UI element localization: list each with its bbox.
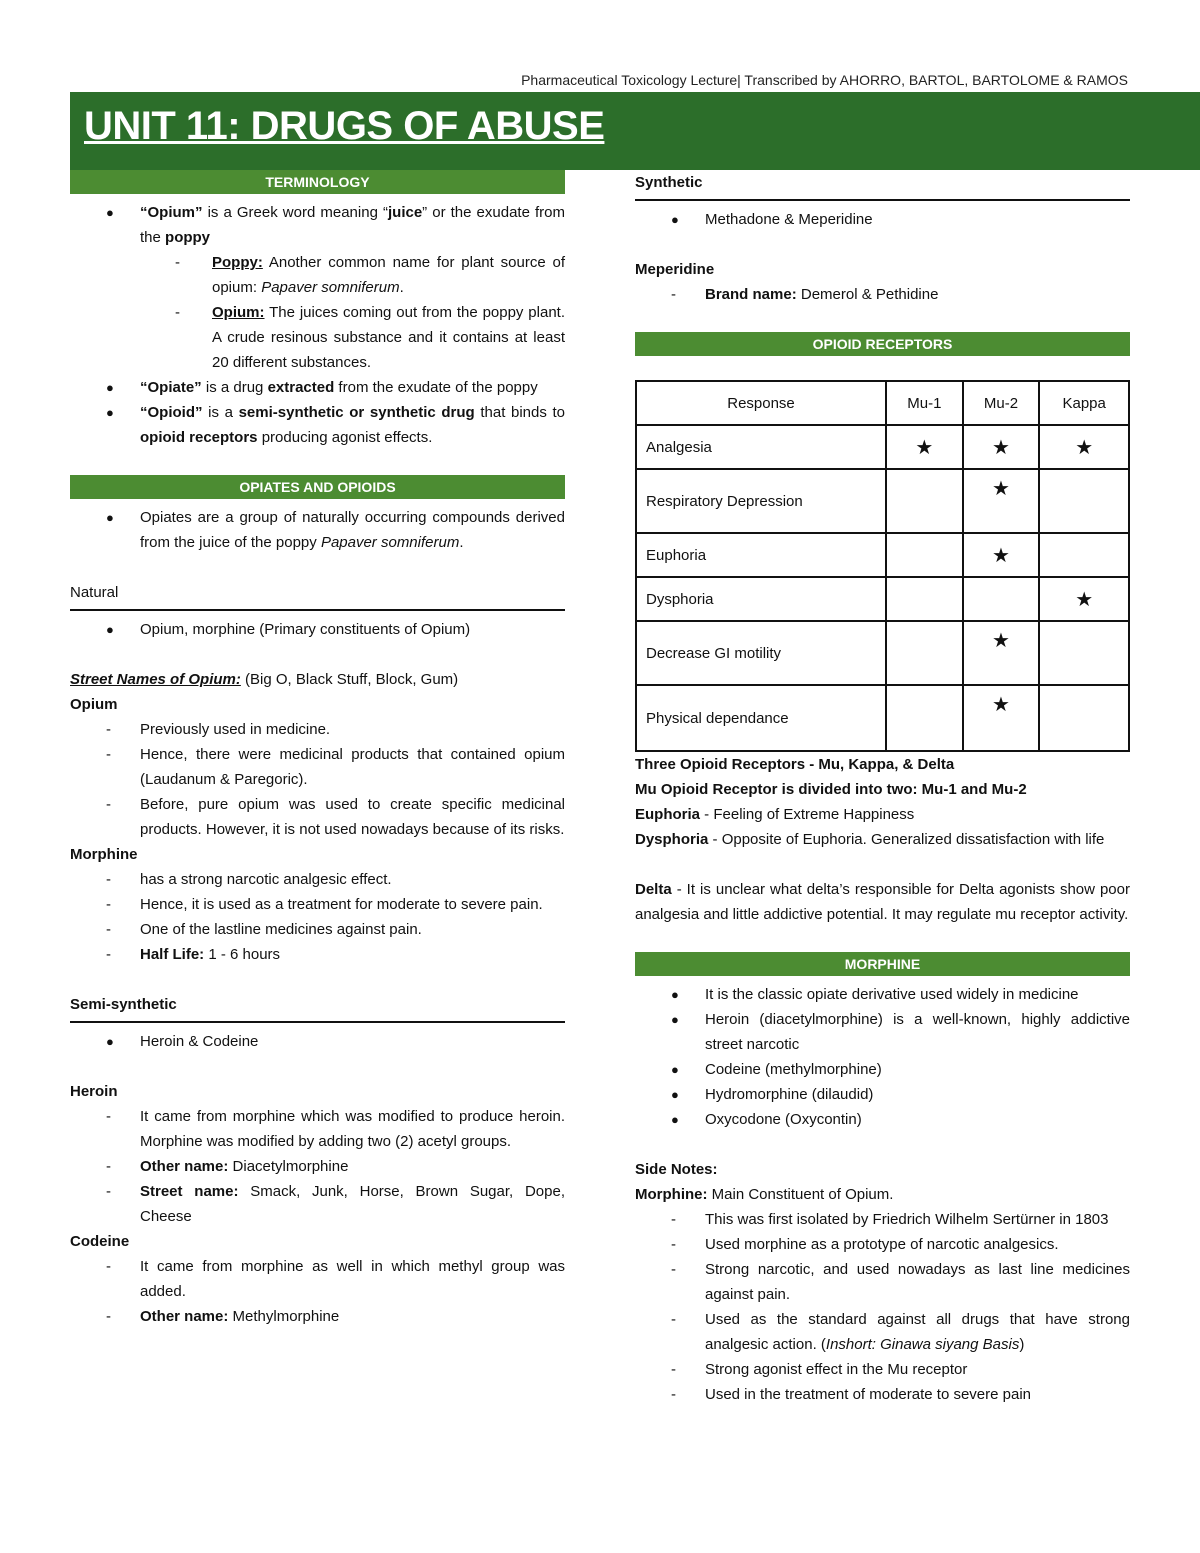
row-label: Decrease GI motility: [636, 621, 886, 685]
text: Another common name for plant source of opium:: [212, 254, 565, 296]
list-item: - This was first isolated by Friedrich Wilhelm Sertürner in 1803: [671, 1211, 1109, 1228]
text: Oxycodone (Oxycontin): [705, 1111, 862, 1128]
text: Heroin (diacetylmorphine) is a well-known, highly addictive street narcotic: [705, 1011, 1130, 1053]
label-morphine: Morphine:: [635, 1186, 708, 1203]
table-row: [636, 685, 1129, 751]
table-cell: [886, 533, 963, 577]
label-poppy: Poppy:: [212, 254, 263, 271]
table-row: [636, 621, 1129, 685]
label-dysphoria: Dysphoria: [635, 831, 709, 848]
text: Hence, there were medicinal products that contained opium (Laudanum & Paregoric).: [140, 746, 565, 788]
street-names: [70, 667, 565, 692]
list-item: - One of the lastline medicines against pain.: [106, 921, 422, 938]
star-icon: ★: [963, 621, 1040, 685]
list-item: ● “Opioid” is a semi-synthetic or synthetic drug that binds to opioid receptors producing agonist effects.: [106, 404, 565, 446]
list-item: ● Heroin & Codeine: [106, 1033, 259, 1050]
column-header: Mu-1: [886, 381, 963, 425]
section-heading-morphine: MORPHINE: [635, 952, 1130, 976]
table-cell: [963, 577, 1040, 621]
term-extracted: extracted: [267, 379, 335, 396]
text: (Big O, Black Stuff, Block, Gum): [240, 671, 459, 688]
list-item: ● Methadone & Meperidine: [671, 211, 873, 228]
list-item: ● It is the classic opiate derivative used widely in medicine: [671, 986, 1079, 1003]
term-poppy: poppy: [165, 229, 211, 246]
text: Methadone & Meperidine: [705, 211, 873, 228]
list-item: - Before, pure opium was used to create specific medicinal products. However, it is not used nowadays because of its risks.: [106, 796, 565, 838]
list-item: ● “Opium” is a Greek word meaning “juice” or the exudate from the poppy: [106, 204, 566, 246]
label-street-names: Street Names of Opium:: [70, 671, 241, 688]
text: Before, pure opium was used to create specific medicinal products. However, it is not used nowadays because of its risks.: [140, 796, 565, 838]
receptor-table: [635, 380, 1130, 752]
row-label: Dysphoria: [636, 577, 886, 621]
text: The juices coming out from the poppy plant. A crude resinous substance and it contains at least 20 different substances.: [212, 304, 565, 371]
text: is a drug: [201, 379, 268, 396]
note-euphoria: [635, 802, 1130, 827]
label-brand-name: Brand name:: [705, 286, 797, 303]
section-heading-opiates: OPIATES AND OPIOIDS: [70, 475, 565, 499]
right-column: [635, 170, 1130, 1407]
star-icon: ★: [1039, 577, 1129, 621]
text: Opium, morphine (Primary constituents of Opium): [140, 621, 471, 638]
text: Mu Opioid Receptor is divided into two:: [635, 781, 918, 798]
species-name: Papaver somniferum: [320, 534, 460, 551]
row-label: Analgesia: [636, 425, 886, 469]
subheading-opium: Opium: [70, 696, 118, 713]
text: is a: [202, 404, 239, 421]
table-cell: [886, 469, 963, 533]
text: Strong agonist effect in the Mu receptor: [705, 1361, 968, 1378]
text: ” or the exudate from the: [140, 204, 566, 246]
text: .: [459, 534, 464, 551]
text: Used in the treatment of moderate to severe pain: [705, 1386, 1032, 1403]
term-semi-synthetic: semi-synthetic or synthetic drug: [238, 404, 475, 421]
list-item: - Used as the standard against all drugs that have strong analgesic action. (Inshort: Ginawa siyang Basis): [671, 1311, 1130, 1353]
term-opium: “Opium”: [140, 204, 203, 221]
text: It came from morphine which was modified to produce heroin. Morphine was modified by adding two (2) acetyl groups.: [140, 1108, 565, 1150]
star-icon: ★: [963, 685, 1040, 751]
text: Opiates are a group of naturally occurring compounds derived from the juice of the poppy: [140, 509, 565, 551]
column-header: Mu-2: [963, 381, 1040, 425]
text: Used as the standard against all drugs that have strong analgesic action. (: [705, 1311, 1130, 1353]
term-opioid-receptors: opioid receptors: [140, 429, 258, 446]
subheading-semi-synthetic: Semi-synthetic: [70, 996, 177, 1013]
term-opioid: “Opioid”: [140, 404, 203, 421]
list-item: ● Codeine (methylmorphine): [671, 1061, 882, 1078]
subheading-morphine: Morphine: [70, 846, 138, 863]
term-opiate: “Opiate”: [140, 379, 202, 396]
text: - Feeling of Extreme Happiness: [700, 806, 915, 823]
list-item: - Street name: Smack, Junk, Horse, Brown Sugar, Dope, Cheese: [106, 1183, 565, 1225]
column-header: Response: [636, 381, 886, 425]
text: Diacetylmorphine: [228, 1158, 349, 1175]
list-item: - Previously used in medicine.: [106, 721, 331, 738]
list-item: - Half Life: 1 - 6 hours: [106, 946, 281, 963]
label-street-name: Street name:: [140, 1183, 239, 1200]
list-item: - Hence, there were medicinal products that contained opium (Laudanum & Paregoric).: [106, 746, 565, 788]
divider: [635, 199, 1130, 201]
list-item: - Other name: Diacetylmorphine: [106, 1158, 349, 1175]
text: has a strong narcotic analgesic effect.: [140, 871, 392, 888]
section-heading-opioid-receptors: OPIOID RECEPTORS: [635, 332, 1130, 356]
text: is a Greek word meaning “: [202, 204, 388, 221]
table-row: [636, 577, 1129, 621]
text: Methylmorphine: [228, 1308, 340, 1325]
text: - Opposite of Euphoria. Generalized dissatisfaction with life: [708, 831, 1105, 848]
text: Mu-1 and Mu-2: [917, 781, 1027, 798]
text: Used morphine as a prototype of narcotic analgesics.: [705, 1236, 1059, 1253]
text: Previously used in medicine.: [140, 721, 331, 738]
star-icon: ★: [1039, 425, 1129, 469]
table-row: [636, 533, 1129, 577]
divider: [70, 1021, 565, 1023]
label-other-name: Other name:: [140, 1158, 229, 1175]
list-item: - Hence, it is used as a treatment for moderate to severe pain.: [106, 896, 543, 913]
star-icon: ★: [963, 425, 1040, 469]
text: Main Constituent of Opium.: [707, 1186, 894, 1203]
text: It is the classic opiate derivative used widely in medicine: [705, 986, 1079, 1003]
subheading-natural: Natural: [70, 584, 119, 601]
running-header: Pharmaceutical Toxicology Lecture| Transcribed by AHORRO, BARTOL, BARTOLOME & RAMOS: [521, 72, 1128, 88]
text: This was first isolated by Friedrich Wilhelm Sertürner in 1803: [705, 1211, 1109, 1228]
species-name: Papaver somniferum: [261, 279, 400, 296]
table-cell: [1039, 685, 1129, 751]
text: Hence, it is used as a treatment for moderate to severe pain.: [140, 896, 543, 913]
subheading-meperidine: Meperidine: [635, 261, 715, 278]
table-cell: [886, 577, 963, 621]
label-half-life: Half Life:: [140, 946, 205, 963]
text: ): [1019, 1336, 1025, 1353]
star-icon: ★: [886, 425, 963, 469]
subheading-synthetic: Synthetic: [635, 174, 703, 191]
subheading-codeine: Codeine: [70, 1233, 130, 1250]
table-cell: [1039, 621, 1129, 685]
list-item: - It came from morphine as well in which methyl group was added.: [106, 1258, 565, 1300]
text: .: [399, 279, 404, 296]
label-opium: Opium:: [212, 304, 265, 321]
list-item: - has a strong narcotic analgesic effect.: [106, 871, 392, 888]
subheading-side-notes: Side Notes:: [635, 1161, 718, 1178]
label-delta: Delta: [635, 881, 672, 898]
list-item: - Used morphine as a prototype of narcotic analgesics.: [671, 1236, 1059, 1253]
text: producing agonist effects.: [257, 429, 433, 446]
text: that binds to: [474, 404, 565, 421]
text: Inshort: Ginawa siyang Basis: [825, 1336, 1020, 1353]
text: - It is unclear what delta’s responsible for Delta agonists show poor analgesia and little addictive potential. It may regulate mu receptor activity.: [635, 881, 1130, 923]
subheading-heroin: Heroin: [70, 1083, 118, 1100]
row-label: Euphoria: [636, 533, 886, 577]
list-item: ● Oxycodone (Oxycontin): [671, 1111, 862, 1128]
text: Hydromorphine (dilaudid): [705, 1086, 874, 1103]
label-other-name: Other name:: [140, 1308, 229, 1325]
text: Demerol & Pethidine: [796, 286, 939, 303]
table-cell: [886, 621, 963, 685]
list-item: - Opium: The juices coming out from the poppy plant. A crude resinous substance and it contains at least 20 different substances.: [175, 304, 565, 371]
text: Strong narcotic, and used nowadays as last line medicines against pain.: [705, 1261, 1130, 1303]
table-cell: [1039, 533, 1129, 577]
list-item: ● Heroin (diacetylmorphine) is a well-known, highly addictive street narcotic: [671, 1011, 1130, 1053]
text: It came from morphine as well in which methyl group was added.: [140, 1258, 565, 1300]
text: 1 - 6 hours: [204, 946, 281, 963]
list-item: - Brand name: Demerol & Pethidine: [671, 286, 939, 303]
list-item: ● “Opiate” is a drug extracted from the exudate of the poppy: [106, 379, 538, 396]
note-delta: [635, 877, 1130, 927]
list-item: - Used in the treatment of moderate to severe pain: [671, 1386, 1032, 1403]
page-title: UNIT 11: DRUGS OF ABUSE: [84, 104, 605, 148]
row-label: Respiratory Depression: [636, 469, 886, 533]
list-item: - Other name: Methylmorphine: [106, 1308, 340, 1325]
term-juice: juice: [387, 204, 423, 221]
list-item: ● Hydromorphine (dilaudid): [671, 1086, 874, 1103]
table-header-row: [636, 381, 1129, 425]
label-euphoria: Euphoria: [635, 806, 701, 823]
list-item: - Strong narcotic, and used nowadays as last line medicines against pain.: [671, 1261, 1130, 1303]
star-icon: ★: [963, 533, 1040, 577]
column-header: Kappa: [1039, 381, 1129, 425]
table-cell: [886, 685, 963, 751]
list-item: - It came from morphine which was modified to produce heroin. Morphine was modified by adding two (2) acetyl groups.: [106, 1108, 565, 1150]
note-mu: [635, 777, 1130, 802]
row-label: Physical dependance: [636, 685, 886, 751]
section-heading-terminology: TERMINOLOGY: [70, 170, 565, 194]
text: from the exudate of the poppy: [334, 379, 538, 396]
note-three-receptors: Three Opioid Receptors - Mu, Kappa, & Delta: [635, 756, 955, 773]
list-item: ● Opium, morphine (Primary constituents of Opium): [106, 621, 471, 638]
table-row: [636, 425, 1129, 469]
divider: [70, 609, 565, 611]
list-item: - Strong agonist effect in the Mu receptor: [671, 1361, 968, 1378]
list-item: ● Opiates are a group of naturally occurring compounds derived from the juice of the poppy Papaver somniferum.: [106, 509, 565, 551]
star-icon: ★: [963, 469, 1040, 533]
text: Heroin & Codeine: [140, 1033, 259, 1050]
text: Smack, Junk, Horse, Brown Sugar, Dope, Cheese: [140, 1183, 565, 1225]
table-row: [636, 469, 1129, 533]
left-column: [70, 170, 565, 1329]
list-item: - Poppy: Another common name for plant source of opium: Papaver somniferum.: [175, 254, 565, 296]
text: Codeine (methylmorphine): [705, 1061, 882, 1078]
note-dysphoria: [635, 827, 1130, 852]
side-note-morphine: [635, 1182, 1130, 1207]
text: One of the lastline medicines against pain.: [140, 921, 422, 938]
table-cell: [1039, 469, 1129, 533]
